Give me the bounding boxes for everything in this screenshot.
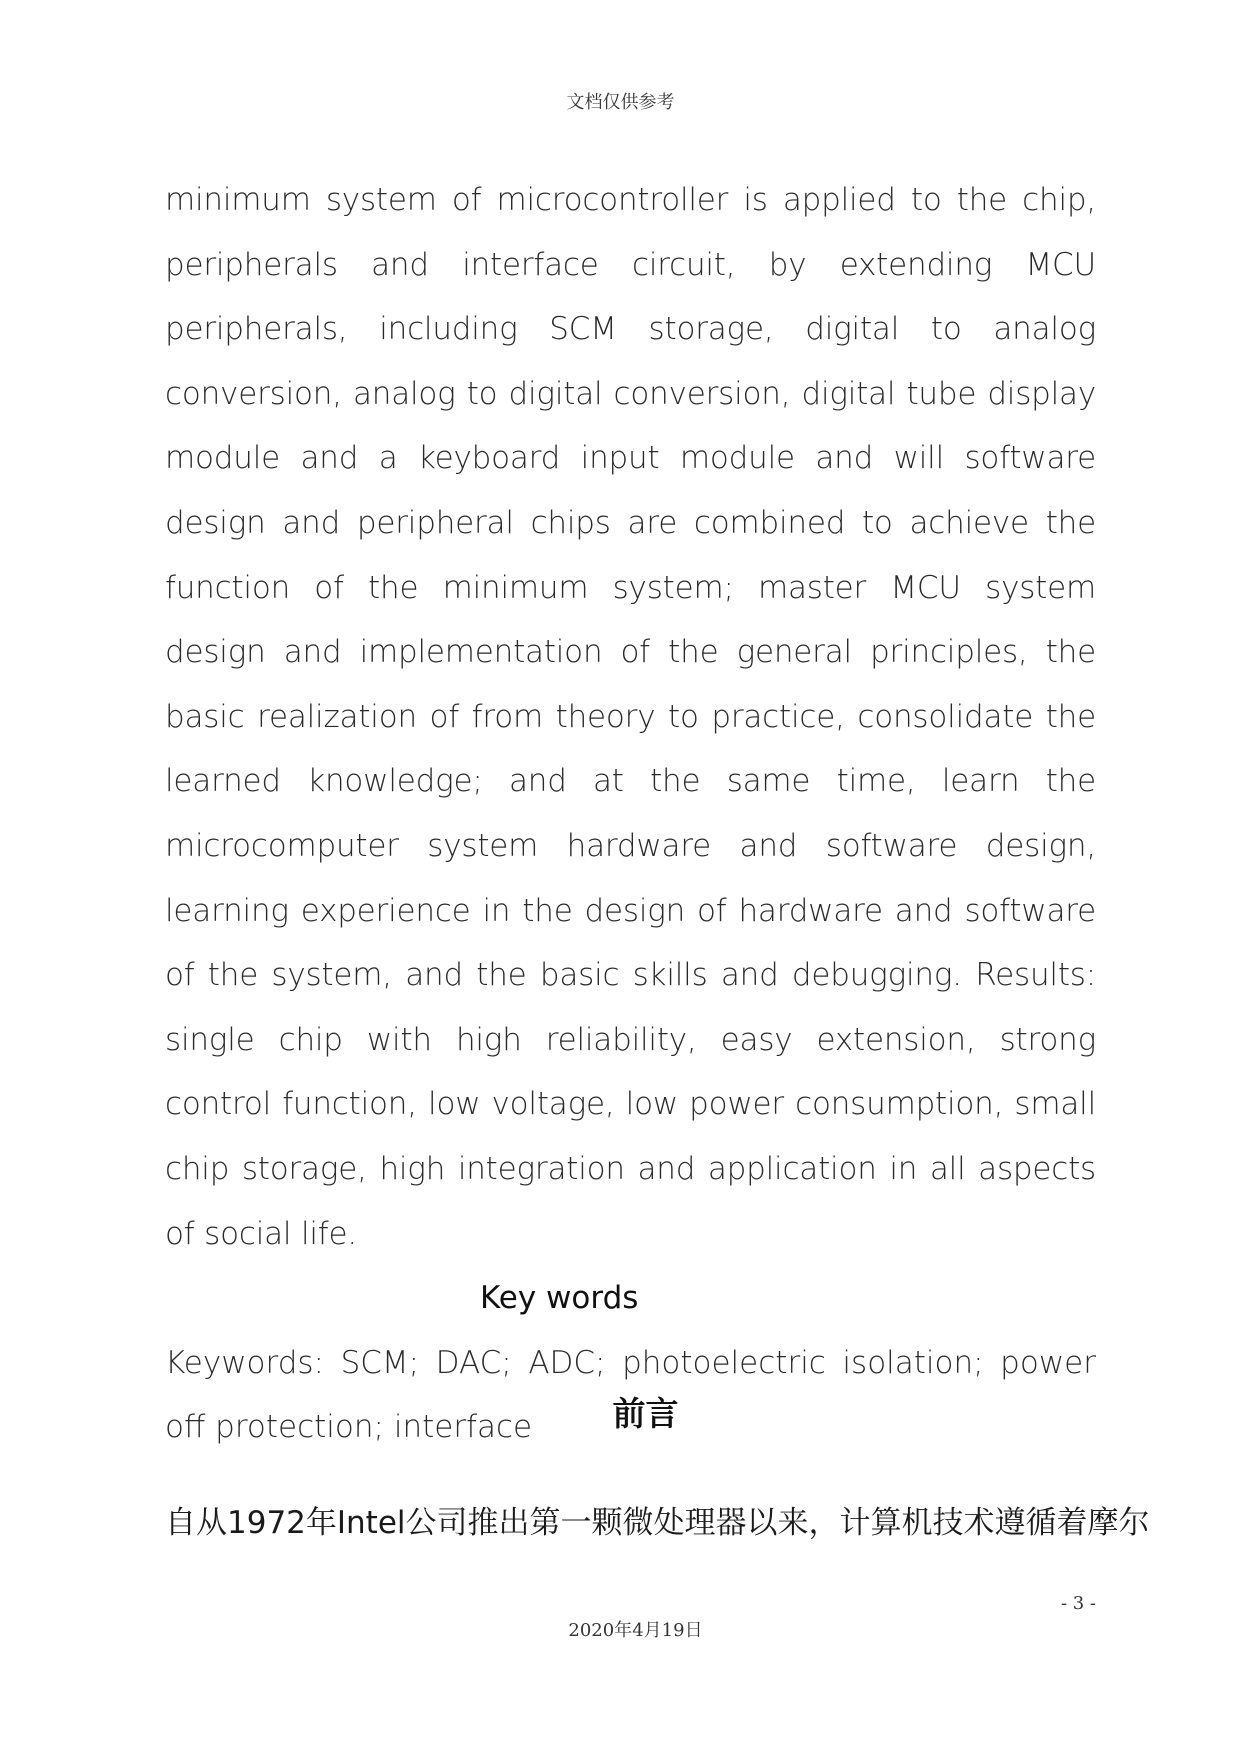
page-footer-date: 2020年4月19日 — [568, 1620, 703, 1641]
page-header: 文档仅供参考 — [566, 92, 675, 113]
abstract-paragraph: minimum system of microcontroller is applied to the chip, peripherals and interface circuit, by extending MCU peripherals, including SCM storage, digital to analog conversion, analog to digital conversion, digital tube display module and a keyboard input module and will software design and peripheral chips are combined to achieve the function of the minimum system; master MCU system design and implementation of the general principles, the basic realization of from theory to practice, consolidate the learned knowledge; and at the same time, learn the microcomputer system hardware and software design, learning experience in the design of hardware and software of the system, and the basic skills and debugging. Results: single chip with high reliability, easy extension, strong control function, low voltage, low power consumption, small chip storage, high integration and application in all aspects of social life. — [165, 182, 1096, 1252]
keywords-heading: Key words — [480, 1280, 639, 1317]
keywords-paragraph: Keywords: SCM; DAC; ADC; photoelectric isolation; power off protection; interface — [165, 1344, 1096, 1446]
page-number: - 3 - — [1060, 1593, 1096, 1614]
main-content — [165, 168, 1096, 1460]
preface-paragraph: 自从1972年Intel公司推出第一颗微处理器以来，计算机技术遵循着摩尔 — [165, 1505, 1150, 1541]
preface-title: 前言 — [612, 1394, 679, 1433]
